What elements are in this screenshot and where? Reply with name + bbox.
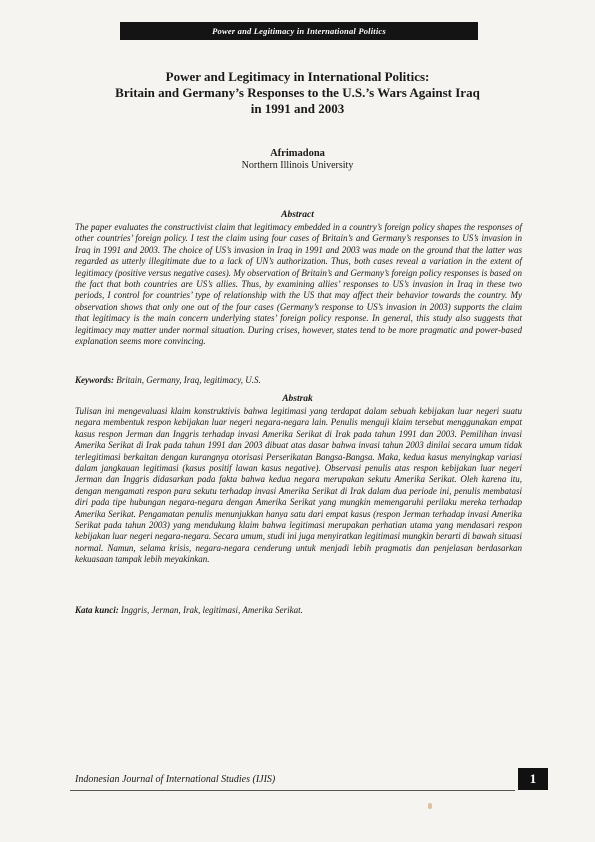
footer-divider — [70, 790, 515, 791]
kata-kunci-label: Kata kunci: — [75, 605, 119, 615]
abstract-heading: Abstract — [281, 210, 314, 220]
abstrak-text: Tulisan ini mengevaluasi klaim konstruktivis bahwa legitimasi yang terdapat dalam sebuah kebijakan luar negeri suatu negara membentuk respon kebijakan luar negeri negara-negara lain. Penulis menguji klaim tersebut menggunakan empat kasus respon Jerman dan Inggris terhadap invasi Amerika Serikat di Irak pada tahun 1991 dan 2003. Pemilihan invasi Amerika Serikat di Irak pada tahun 1991 dan 2003 dibuat atas dasar bahwa invasi tahun 2003 dinilai secara umum tidak terlegitimasi berkaitan dengan kurangnya otorisasi Perserikatan Bangsa-Bangsa. Maka, kedua kasus menyingkap variasi dalam jangkauan legitimasi (kasus positif lawan kasus negative). Observasi penulis atas respon kebijakan luar negeri Jerman dan Inggris didasarkan pada fakta bahwa kedua negara merupakan sekutu Amerika Serikat. Oleh karena itu, dengan mengamati respon para sekutu terhadap invasi Amerika Serikat di Irak dalam dua periode ini, penulis membatasi diri pada tipe hubungan negara-negara dengan Amerika Serikat yang mungkin memengaruhi perilaku mereka terhadap Amerika Serikat. Pengamatan penulis menunjukkan hanya satu dari empat kasus (respon Jerman terhadap invasi Amerika Serikat pada tahun 2003) yang mendukung klaim bahwa legitimasi merupakan perhatian utama yang mendasari respon kebijakan luar negeri negara-negara. Secara umum, studi ini juga menyiratkan legitimasi mungkin berarti di bawah situasi normal. Namun, selama krisis, negara-negara cenderung untuk menjadi lebih pragmatis dan penjelasan berdasarkan kekuasaan tampak lebih meyakinkan. — [75, 406, 522, 565]
journal-name: Indonesian Journal of International Studies (IJIS) — [75, 774, 276, 785]
kata-kunci — [75, 605, 522, 615]
title-line: in 1991 and 2003 — [250, 101, 345, 116]
paper-title — [60, 69, 535, 117]
title-line: Britain and Germany’s Responses to the U.S.’s Wars Against Iraq — [115, 85, 480, 100]
abstrak-heading: Abstrak — [282, 394, 313, 404]
abstract-text: The paper evaluates the constructivist claim that legitimacy embedded in a country’s foreign policy shapes the responses of other countries’ foreign policy. I test the claim using four cases of Britain’s and Germany’s responses to US’s invasion in Iraq in 1991 and 2003. The choice of US’s invasion in Iraq in 1991 and 2003 was made on the ground that the latter was regarded as utterly illegitimate due to a lack of UN’s authorization. Thus, both cases reveal a variation in the extent of legitimacy (positive versus negative cases). My observation of Britain’s and Germany’s foreign policy responses is based on the fact that both countries are US’s allies. Thus, by examining allies’ responses to US’s invasion in Iraq in these two periods, I control for countries’ type of relationship with the US that may affect their behavior towards the country. My observation shows that only one out of the four cases (Germany’s response to US’s invasion in 2003) supports the claim that legitimacy is the main concern underlying states’ foreign policy response. In general, this study also suggests that legitimacy may matter under normal situation. During crises, however, states tend to be more pragmatic and power-based explanation seems more convincing. — [75, 222, 522, 347]
title-line: Power and Legitimacy in International Politics: — [165, 69, 430, 84]
author-name: Afrimadona — [270, 148, 325, 159]
keywords-label: Keywords: — [75, 375, 114, 385]
page-number: 1 — [518, 768, 548, 790]
author-affiliation: Northern Illinois University — [241, 160, 354, 171]
keywords — [75, 375, 522, 385]
keywords-text: Britain, Germany, Iraq, legitimacy, U.S. — [116, 375, 261, 385]
kata-kunci-text: Inggris, Jerman, Irak, legitimasi, Amerika Serikat. — [121, 605, 303, 615]
running-header: Power and Legitimacy in International Politics — [120, 22, 478, 40]
paper-speck — [428, 803, 432, 809]
